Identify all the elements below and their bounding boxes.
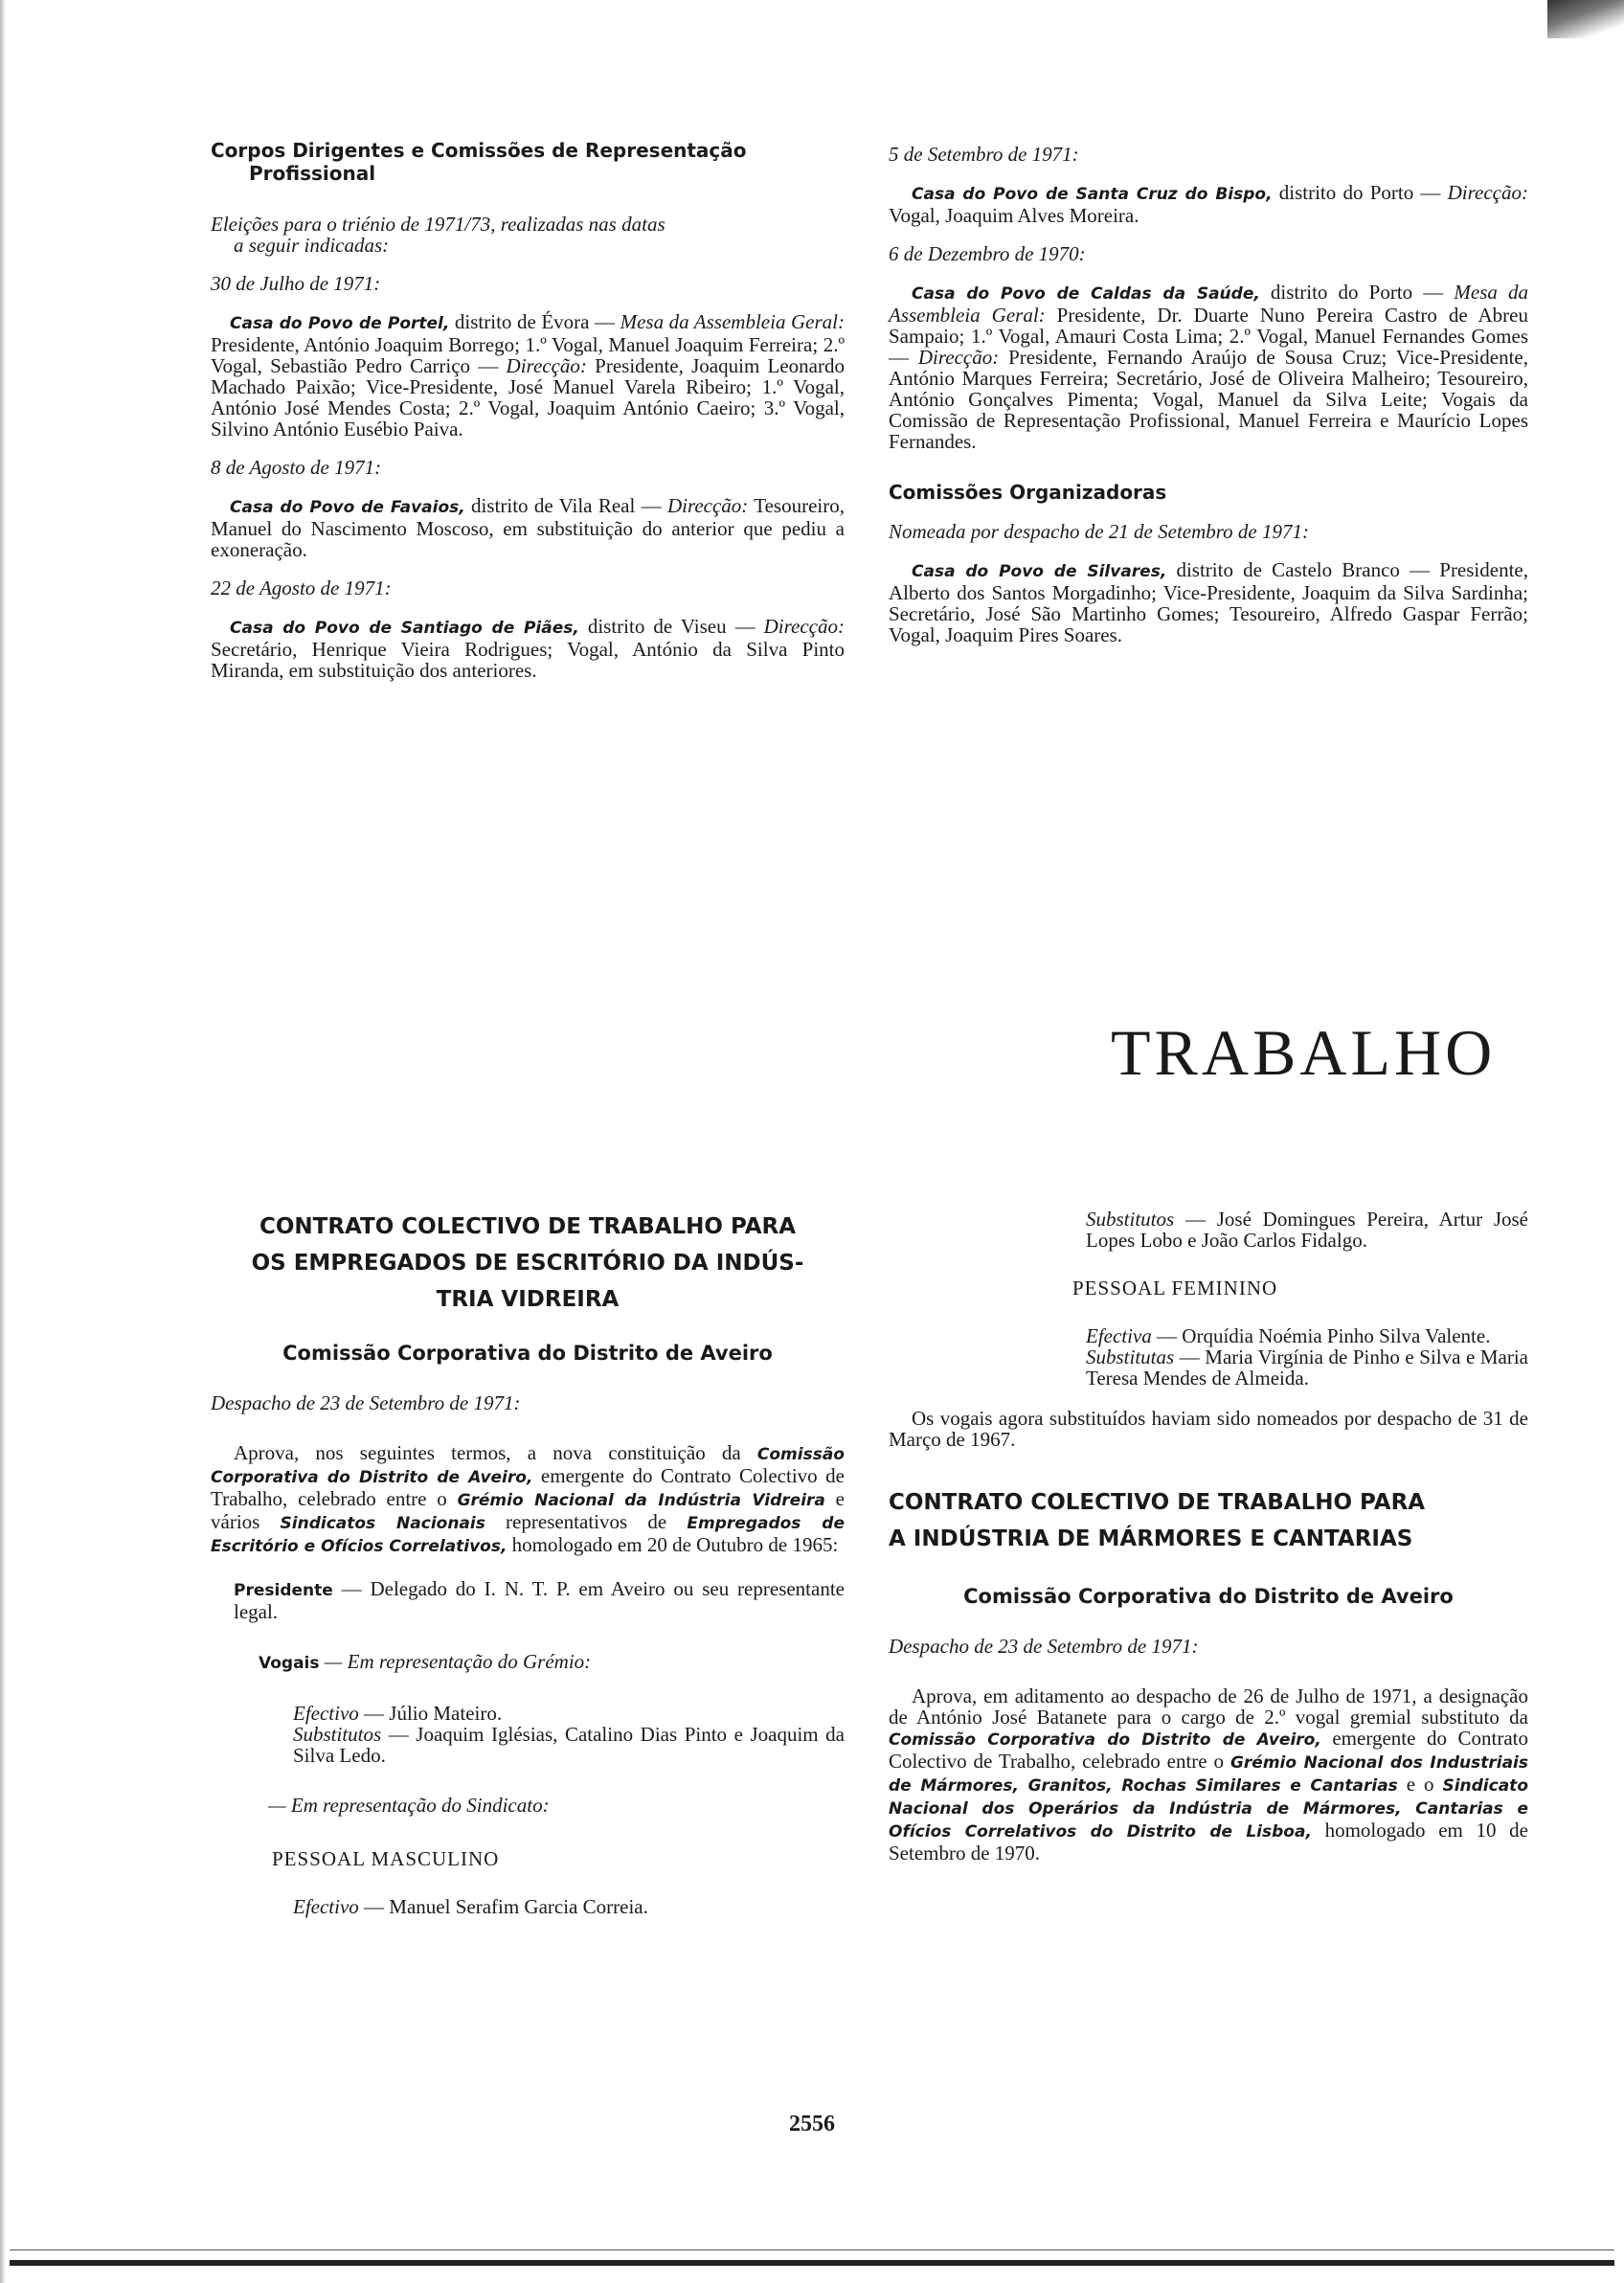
role-label: Efectivo — [293, 1895, 359, 1918]
commission-entry — [889, 559, 1528, 645]
para-text: emergente do Contrato Colectivo de Trabalho, celebrado entre o — [211, 1464, 845, 1510]
page-number: 2556 — [789, 2112, 835, 2136]
section-heading — [211, 139, 845, 185]
entry-text: Presidente, Joaquim Leonardo Machado Paixão; Vice-Presidente, José Manuel Varela Ribeiro; 1.º Vogal, António José Mendes Costa; 2.º Vogal, Joaquim António Caeiro; 3.º Vogal, Silvino António Eusébio Paiva. — [211, 354, 845, 441]
election-entry — [211, 311, 845, 440]
role-text: — Joaquim Iglésias, Catalino Dias Pinto e Joaquim da Silva Ledo. — [293, 1723, 845, 1767]
approval-paragraph — [211, 1442, 845, 1557]
entity-name: Casa do Povo de Santiago de Piães, — [230, 619, 579, 638]
entry-role: Direcção: — [1447, 181, 1528, 204]
role-text: — Maria Virgínia de Pinho e Silva e Maria Teresa Mendes de Almeida. — [1086, 1345, 1528, 1390]
election-entry — [211, 495, 845, 560]
title-line: CONTRATO COLECTIVO DE TRABALHO PARA — [889, 1490, 1426, 1515]
entity-name: Empregados de Escritório e Ofícios Correlativos, — [211, 1514, 845, 1556]
despacho-date: Despacho de 23 de Setembro de 1971: — [889, 1635, 1199, 1658]
entry-text: Tesoureiro, Manuel do Nascimento Moscoso, em substituição do anterior que pediu a exoneração. — [211, 494, 845, 561]
entry-role: Direcção: — [506, 354, 587, 377]
election-entry — [889, 182, 1528, 226]
title-line: CONTRATO COLECTIVO DE TRABALHO PARA — [259, 1214, 797, 1239]
role-text: — José Domingues Pereira, Artur José Lopes Lobo e João Carlos Fidalgo. — [1086, 1208, 1528, 1252]
entry-role: Mesa da Assembleia Geral: — [620, 310, 845, 333]
entry-text: Presidente, Dr. Duarte Nuno Pereira Castro de Abreu Sampaio; 1.º Vogal, Amauri Costa Lima; 2.º Vogal, Manuel Fernandes Gomes — — [889, 304, 1528, 369]
contract-title — [211, 1209, 845, 1318]
role-label: Vogais — [259, 1654, 320, 1673]
scan-edge — [0, 0, 6, 2283]
role-text: — Manuel Serafim Garcia Correia. — [358, 1895, 648, 1918]
election-date: 30 de Julho de 1971: — [211, 272, 381, 295]
contract-title — [889, 1484, 1528, 1557]
nomination-note: Nomeada por despacho de 21 de Setembro de 1971: — [889, 520, 1309, 543]
para-text: Aprova, nos seguintes termos, a nova constituição da — [234, 1441, 757, 1464]
commission-subtitle: Comissão Corporativa do Distrito de Aveiro — [282, 1342, 773, 1365]
entry-role: Direcção: — [763, 615, 845, 638]
entity-name: Casa do Povo de Santa Cruz do Bispo, — [912, 185, 1273, 204]
despacho-date: Despacho de 23 de Setembro de 1971: — [211, 1391, 521, 1414]
title-line: OS EMPREGADOS DE ESCRITÓRIO DA INDÚS- — [251, 1251, 804, 1276]
substitutos-line — [889, 1209, 1528, 1251]
substitutos-line — [211, 1724, 845, 1766]
role-label: Efectivo — [293, 1702, 359, 1725]
bottom-divider — [10, 2249, 1614, 2250]
section-title: TRABALHO — [1111, 1016, 1497, 1089]
efectiva-line — [889, 1325, 1528, 1346]
efectivo-line — [211, 1896, 845, 1917]
role-text: — Orquídia Noémia Pinho Silva Valente. — [1151, 1324, 1491, 1347]
vogais-line — [211, 1651, 845, 1674]
election-date: 5 de Setembro de 1971: — [889, 143, 1079, 166]
para-text: e o — [1397, 1773, 1443, 1796]
entity-name: Grémio Nacional da Indústria Vidreira — [457, 1491, 825, 1510]
para-text: representativos de — [485, 1510, 688, 1533]
approval-paragraph — [889, 1685, 1528, 1864]
entity-name: Casa do Povo de Caldas da Saúde, — [912, 284, 1260, 304]
presidente-line — [211, 1578, 845, 1622]
election-date: 8 de Agosto de 1971: — [211, 456, 382, 479]
entity-name: Casa do Povo de Favaios, — [230, 498, 465, 517]
pessoal-feminino: PESSOAL FEMININO — [1072, 1277, 1278, 1300]
efectivo-line — [211, 1703, 845, 1724]
para-text: Aprova, em aditamento ao despacho de 26 de Julho de 1971, a designação de António José Batanete para o cargo de 2.º vogal gremial substituto da — [889, 1684, 1528, 1729]
entry-text: distrito de Évora — — [449, 310, 620, 333]
role-label: Substitutas — [1086, 1345, 1175, 1368]
intro-line: a seguir indicadas: — [234, 234, 390, 257]
entity-name: Casa do Povo de Portel, — [230, 314, 450, 333]
bottom-rule — [10, 2260, 1614, 2266]
role-label: Substitutos — [1086, 1208, 1175, 1231]
role-label: Presidente — [234, 1581, 333, 1600]
role-text: — Delegado do I. N. T. P. em Aveiro ou seu representante legal. — [234, 1577, 845, 1623]
section-heading: Comissões Organizadoras — [889, 481, 1167, 504]
top-right-column — [889, 144, 1528, 645]
entry-text: Vogal, Joaquim Alves Moreira. — [889, 204, 1139, 227]
entry-role: Direcção: — [917, 346, 1000, 369]
entry-text: Presidente, António Joaquim Borrego; 1.º Vogal, Manuel Joaquim Ferreira; 2.º Vogal, Sebastião Pedro Carriço — — [211, 333, 845, 377]
entity-name: Comissão Corporativa do Distrito de Aveiro, — [889, 1730, 1321, 1750]
entity-name: Casa do Povo de Silvares, — [912, 562, 1167, 581]
election-date: 22 de Agosto de 1971: — [211, 576, 392, 599]
entity-name: Sindicatos Nacionais — [280, 1514, 485, 1533]
entry-text: distrito do Porto — — [1272, 181, 1448, 204]
role-label: Efectiva — [1086, 1324, 1152, 1347]
para-text: homologado em 20 de Outubro de 1965: — [507, 1533, 839, 1556]
entity-name: Grémio Nacional dos Industriais de Mármores, Granitos, Rochas Similares e Cantarias — [889, 1753, 1528, 1796]
election-date: 6 de Dezembro de 1970: — [889, 242, 1086, 265]
note-paragraph: Os vogais agora substituídos haviam sido nomeados por despacho de 31 de Março de 1967. — [889, 1407, 1528, 1451]
commission-subtitle: Comissão Corporativa do Distrito de Aveiro — [963, 1585, 1454, 1608]
heading-line: Profissional — [249, 162, 376, 185]
pessoal-masculino: PESSOAL MASCULINO — [272, 1847, 500, 1870]
top-left-column — [211, 139, 845, 681]
entry-text: distrito de Viseu — — [578, 615, 764, 638]
entry-text: distrito do Porto — — [1259, 281, 1455, 304]
intro-line: Eleições para o triénio de 1971/73, realizadas nas datas — [211, 213, 665, 236]
entry-role: Mesa da Assembleia Geral: — [889, 281, 1528, 327]
para-text: homologado em 10 de Setembro de 1970. — [889, 1819, 1529, 1865]
election-entry — [889, 282, 1528, 452]
para-text: e vários — [211, 1487, 846, 1533]
intro-text — [211, 214, 845, 256]
sindicato-line: — Em representação do Sindicato: — [268, 1794, 550, 1817]
election-entry — [211, 616, 845, 681]
scan-corner-shadow — [1547, 0, 1624, 38]
entry-text: distrito de Vila Real — — [464, 494, 667, 517]
substitutas-line — [889, 1346, 1528, 1389]
role-text: — Em representação do Grémio: — [319, 1650, 592, 1673]
entry-role: Direcção: — [666, 494, 749, 517]
bottom-left-column — [211, 1209, 845, 1917]
title-line: TRIA VIDREIRA — [436, 1287, 620, 1312]
entity-name: Sindicato Nacional dos Operários da Indústria de Mármores, Cantarias e Ofícios Correlativos do Distrito de Lisboa, — [889, 1776, 1528, 1842]
entry-text: Secretário, Henrique Vieira Rodrigues; Vogal, António da Silva Pinto Miranda, em substituição dos anteriores. — [211, 638, 845, 682]
para-text: emergente do Contrato Colectivo de Trabalho, celebrado entre o — [889, 1727, 1528, 1773]
entry-text: Presidente, Fernando Araújo de Sousa Cruz; Vice-Presidente, António Marques Ferreira; Secretário, José de Oliveira Malheiro; Tesoureiro, António Gonçalves Pimenta; Vogal, Manuel da Silva Leite; Vogais da Comissão de Representação Profissional, Manuel Ferreira e Maurício Lopes Fernandes. — [889, 346, 1528, 453]
entity-name: Comissão Corporativa do Distrito de Aveiro, — [211, 1445, 845, 1487]
heading-line: Corpos Dirigentes e Comissões de Representação — [211, 139, 747, 162]
role-label: Substitutos — [293, 1723, 382, 1746]
entry-text: distrito de Castelo Branco — Presidente, Alberto dos Santos Morgadinho; Vice-Presidente, Joaquim da Silva Sardinha; Secretário, José São Martinho Gomes; Tesoureiro, Alfredo Gaspar Ferrão; Vogal, Joaquim Pires Soares. — [889, 558, 1528, 646]
title-line: A INDÚSTRIA DE MÁRMORES E CANTARIAS — [889, 1526, 1413, 1551]
role-text: — Júlio Mateiro. — [358, 1702, 503, 1725]
bottom-right-column — [889, 1209, 1528, 1864]
